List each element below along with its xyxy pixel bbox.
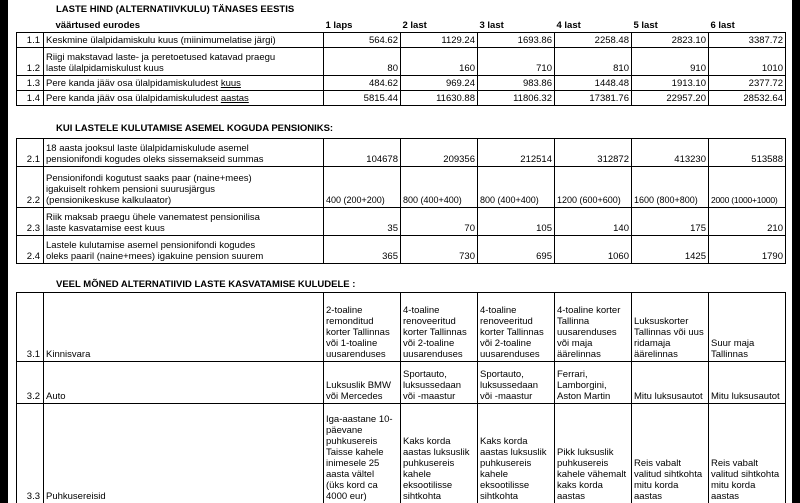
- row-label-line: (pensionikeskuse kalkulaator): [46, 195, 172, 206]
- section1-subtitle: väärtused eurodes: [55, 19, 140, 31]
- alt-cell-line: renoveeritud: [480, 316, 533, 327]
- alt-cell-line: inimesele 25: [326, 458, 380, 469]
- row-label: Puhkusereisid: [44, 404, 324, 503]
- table-row: [17, 208, 786, 236]
- alt-cell-line: puhkusereis: [403, 458, 455, 469]
- alt-cell-line: 4-toaline: [403, 305, 440, 316]
- cell-value: 800 (400+400): [401, 167, 478, 208]
- row-index: 1.1: [17, 32, 44, 47]
- table-row: [17, 32, 786, 47]
- alt-cell-line: kahele: [480, 469, 508, 480]
- alt-cell-line: luksussedaan: [480, 380, 539, 391]
- alt-cell-line: luksussedaan: [403, 380, 462, 391]
- alt-cell: [709, 404, 786, 503]
- section2-title: KUI LASTELE KULUTAMISE ASEMEL KOGUDA PENSIONIKS:: [56, 123, 334, 134]
- cell-value: 3387.72: [709, 32, 786, 47]
- alt-cell: [709, 293, 786, 362]
- cell-value: 1600 (800+800): [632, 167, 709, 208]
- alt-cell-line: uusarenduses: [403, 349, 463, 360]
- row-label-line: igakuiselt rohkem pensioni suurusjärgus: [46, 184, 215, 195]
- cell-value: 1448.48: [555, 75, 632, 90]
- row-label-text: Pere kanda jääv osa ülalpidamiskuludest: [46, 92, 221, 104]
- alt-cell-line: Pikk luksuslik: [557, 447, 614, 458]
- alt-cell-line: remonditud: [326, 316, 374, 327]
- cell-value: 1913.10: [632, 75, 709, 90]
- alt-cell-line: äärelinnas: [557, 349, 601, 360]
- row-index: 3.2: [17, 362, 44, 404]
- alt-cell-line: ridamaja: [634, 338, 671, 349]
- cell-value: 730: [401, 236, 478, 264]
- cell-value: 413230: [632, 139, 709, 167]
- alt-cell: [555, 293, 632, 362]
- row-index: 1.3: [17, 75, 44, 90]
- alt-cell: [555, 362, 632, 404]
- alt-cell-line: aastas luksuslik: [403, 447, 470, 458]
- alt-cell: [632, 293, 709, 362]
- alt-cell-line: valitud sihtkohta: [634, 469, 703, 480]
- row-label-line: laste ülalpidamiskulust kuus: [46, 62, 164, 74]
- alt-cell-line: või 2-toaline: [480, 338, 532, 349]
- alt-cell-line: Aston Martin: [557, 391, 611, 402]
- alt-cell-line: päevane: [326, 425, 363, 436]
- alt-cell-line: Reis vabalt: [634, 458, 681, 469]
- alt-cell: [632, 362, 709, 404]
- alt-cell-line: Kaks korda: [480, 436, 528, 447]
- cell-value: 969.24: [401, 75, 478, 90]
- column-header: 1 laps: [325, 19, 353, 31]
- cell-value: 5815.44: [324, 90, 401, 105]
- cell-value: 564.62: [324, 32, 401, 47]
- alt-cell-line: või Mercedes: [326, 391, 383, 402]
- row-index: 2.2: [17, 167, 44, 208]
- alt-cell-line: Ferrari,: [557, 369, 588, 380]
- alt-cell-line: Mitu luksusautot: [711, 391, 780, 402]
- cell-value: 1010: [709, 47, 786, 75]
- cell-value: 1200 (600+600): [555, 167, 632, 208]
- row-index: 2.4: [17, 236, 44, 264]
- row-index: 3.3: [17, 404, 44, 503]
- alt-cell-line: Sportauto,: [480, 369, 524, 380]
- row-label-line: pensionifondi kogudes oleks sissemakseid summas: [46, 154, 264, 165]
- cell-value: 160: [401, 47, 478, 75]
- alt-cell-line: sihtkohta: [480, 491, 519, 502]
- row-label-line: 18 aasta jooksul laste ülalpidamiskulude asemel: [46, 143, 249, 154]
- cell-value: 1129.24: [401, 32, 478, 47]
- alt-cell-line: aastas luksuslik: [480, 447, 547, 458]
- section1-table: [16, 17, 786, 106]
- column-header: 4 last: [556, 19, 581, 31]
- cell-value: 513588: [709, 139, 786, 167]
- cell-value: 104678: [324, 139, 401, 167]
- cell-value: 484.62: [324, 75, 401, 90]
- cell-value: 28532.64: [709, 90, 786, 105]
- alt-cell: [401, 362, 478, 404]
- alt-cell: [324, 293, 401, 362]
- cell-value: 140: [555, 208, 632, 236]
- cell-value: 1693.86: [478, 32, 555, 47]
- alt-cell-line: mitu korda aastas: [634, 480, 679, 502]
- alt-cell: [555, 404, 632, 503]
- row-index: 2.1: [17, 139, 44, 167]
- cell-value: 17381.76: [555, 90, 632, 105]
- row-label: Auto: [44, 362, 324, 404]
- row-label-line: Riigi makstavad laste- ja peretoetused katavad praegu: [46, 51, 276, 63]
- alt-cell: [478, 293, 555, 362]
- cell-value: 210: [709, 208, 786, 236]
- alt-cell-line: Lamborgini,: [557, 380, 607, 391]
- row-label: [44, 208, 324, 236]
- alt-cell-line: korter Tallinnas: [480, 327, 544, 338]
- table-row: [17, 75, 786, 90]
- row-label: Keskmine ülalpidamiskulu kuus (miinimumelatise järgi): [44, 32, 324, 47]
- alt-cell-line: eksootilisse: [480, 480, 530, 491]
- table-row: [17, 90, 786, 105]
- alt-cell-line: või 2-toaline: [403, 338, 455, 349]
- cell-value: 209356: [401, 139, 478, 167]
- alt-cell-line: mitu korda aastas: [711, 480, 756, 502]
- cell-value: 2823.10: [632, 32, 709, 47]
- alt-cell-line: uusarenduses: [480, 349, 540, 360]
- row-label-line: laste kasvatamise eest kuus: [46, 223, 165, 234]
- cell-value: 212514: [478, 139, 555, 167]
- alt-cell-line: korter Tallinnas: [326, 327, 390, 338]
- row-index: 1.2: [17, 47, 44, 75]
- cell-value: 910: [632, 47, 709, 75]
- alt-cell-line: 4-toaline: [480, 305, 517, 316]
- cell-value: 80: [324, 47, 401, 75]
- alt-cell-line: (üks kord ca: [326, 480, 378, 491]
- cell-value: 1425: [632, 236, 709, 264]
- alt-cell-line: puhkusereis: [326, 436, 378, 447]
- spreadsheet-page: [8, 0, 792, 503]
- alt-cell-line: Iga-aastane 10-: [326, 414, 393, 425]
- row-label-line: Pensionifondi kogutust saaks paar (naine+mees): [46, 173, 252, 184]
- row-label-text: Pere kanda jääv osa ülalpidamiskuludest: [46, 77, 221, 89]
- table-row: [17, 293, 786, 362]
- alt-cell-line: või maja: [557, 338, 593, 349]
- alt-cell-line: uusarenduses: [326, 349, 386, 360]
- alt-cell-line: Sportauto,: [403, 369, 447, 380]
- alt-cell-line: sihtkohta: [403, 491, 442, 502]
- row-label: [44, 75, 324, 90]
- cell-value: 2377.72: [709, 75, 786, 90]
- alt-cell-line: eksootilisse: [403, 480, 453, 491]
- alt-cell: [632, 404, 709, 503]
- alt-cell-line: Suur maja: [711, 338, 755, 349]
- table-row: [17, 47, 786, 75]
- column-header: 5 last: [633, 19, 658, 31]
- alt-cell-line: või -maastur: [403, 391, 456, 402]
- alt-cell: [401, 293, 478, 362]
- cell-value: 365: [324, 236, 401, 264]
- table-row: [17, 236, 786, 264]
- alt-cell-line: renoveeritud: [403, 316, 456, 327]
- table-row: [17, 167, 786, 208]
- section3-table: [16, 292, 786, 503]
- alt-cell-line: Luksuskorter: [634, 316, 689, 327]
- alt-cell: [324, 404, 401, 503]
- alt-cell-line: kahele: [403, 469, 431, 480]
- alt-cell-line: kahele vähemalt: [557, 469, 627, 480]
- alt-cell-line: või -maastur: [480, 391, 533, 402]
- cell-value: 70: [401, 208, 478, 236]
- cell-value: 22957.20: [632, 90, 709, 105]
- row-label: [44, 47, 324, 75]
- alt-cell-line: puhkusereis: [557, 458, 609, 469]
- row-label: [44, 139, 324, 167]
- row-label: [44, 90, 324, 105]
- alt-cell-line: kaks korda: [557, 480, 603, 491]
- alt-cell-line: Tallinnas: [711, 349, 748, 360]
- alt-cell-line: aasta vältel: [326, 469, 375, 480]
- row-index: 1.4: [17, 90, 44, 105]
- table-row: [17, 404, 786, 503]
- cell-value: 35: [324, 208, 401, 236]
- alt-cell-line: valitud sihtkohta: [711, 469, 780, 480]
- cell-value: 810: [555, 47, 632, 75]
- alt-cell: [709, 362, 786, 404]
- section2-table: [16, 138, 786, 264]
- alt-cell-line: äärelinnas: [634, 349, 678, 360]
- section1-title: LASTE HIND (ALTERNATIIVKULU) TÄNASES EESTIS: [56, 4, 295, 15]
- table-row: [17, 362, 786, 404]
- cell-value: 2258.48: [555, 32, 632, 47]
- alt-cell-line: Tallinnas või uus: [634, 327, 704, 338]
- row-index: 3.1: [17, 293, 44, 362]
- alt-cell-line: puhkusereis: [480, 458, 532, 469]
- cell-value: 11630.88: [401, 90, 478, 105]
- row-label-underlined: aastas: [220, 92, 249, 104]
- alt-cell-line: 4-toaline korter: [557, 305, 621, 316]
- row-label-line: oleks paaril (naine+mees) igakuine pension suurem: [46, 251, 264, 262]
- row-label-line: Lastele kulutamise asemel pensionifondi kogudes: [46, 240, 256, 251]
- alt-cell-line: uusarenduses: [557, 327, 617, 338]
- alt-cell-line: Kaks korda: [403, 436, 451, 447]
- alt-cell-line: Mitu luksusautot: [634, 391, 703, 402]
- cell-value: 175: [632, 208, 709, 236]
- section1-header-row: [17, 17, 786, 32]
- alt-cell: [478, 404, 555, 503]
- alt-cell-line: Luksuslik BMW: [326, 380, 391, 391]
- cell-value: 105: [478, 208, 555, 236]
- row-index: 2.3: [17, 208, 44, 236]
- row-label: [44, 236, 324, 264]
- row-label: Kinnisvara: [44, 293, 324, 362]
- alt-cell: [401, 404, 478, 503]
- alt-cell-line: Tallinna: [557, 316, 590, 327]
- alt-cell: [324, 362, 401, 404]
- column-header: 6 last: [710, 19, 735, 31]
- row-label: [44, 167, 324, 208]
- cell-value: 1060: [555, 236, 632, 264]
- section3-title: VEEL MÕNED ALTERNATIIVID LASTE KASVATAMISE KULUDELE :: [56, 279, 356, 290]
- column-header: 3 last: [479, 19, 504, 31]
- alt-cell-line: 4000 eur): [326, 491, 367, 502]
- alt-cell-line: aastas: [557, 491, 585, 502]
- column-header: 2 last: [402, 19, 427, 31]
- table-row: [17, 139, 786, 167]
- alt-cell-line: korter Tallinnas: [403, 327, 467, 338]
- alt-cell-line: 2-toaline: [326, 305, 363, 316]
- cell-value: 312872: [555, 139, 632, 167]
- cell-value: 983.86: [478, 75, 555, 90]
- alt-cell: [478, 362, 555, 404]
- alt-cell-line: Reis vabalt: [711, 458, 758, 469]
- cell-value: 800 (400+400): [478, 167, 555, 208]
- alt-cell-line: või 1-toaline: [326, 338, 378, 349]
- cell-value: 710: [478, 47, 555, 75]
- cell-value: 11806.32: [478, 90, 555, 105]
- row-label-line: Riik maksab praegu ühele vanematest pensionilisa: [46, 212, 260, 223]
- row-label-underlined: kuus: [220, 77, 241, 89]
- cell-value: 1790: [709, 236, 786, 264]
- cell-value: 400 (200+200): [324, 167, 401, 208]
- cell-value: 2000 (1000+1000): [709, 167, 786, 208]
- cell-value: 695: [478, 236, 555, 264]
- alt-cell-line: Taisse kahele: [326, 447, 384, 458]
